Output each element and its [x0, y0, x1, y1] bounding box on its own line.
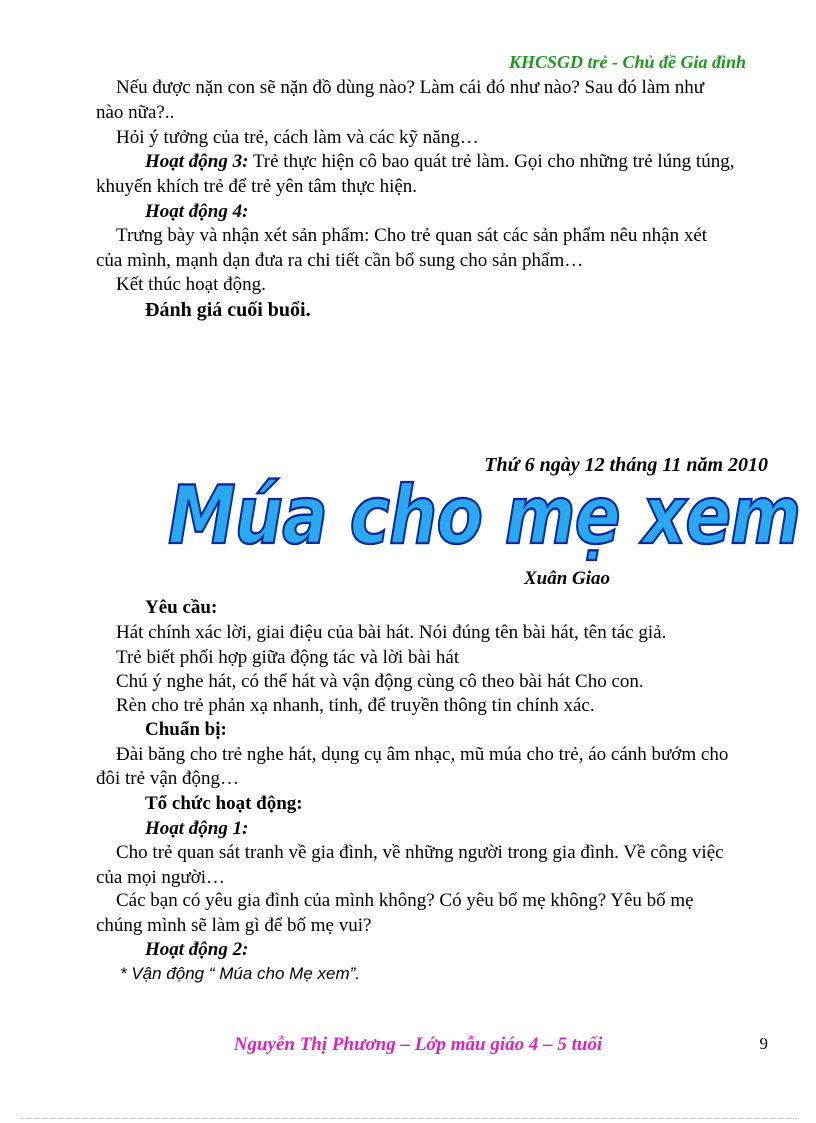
requirement-item: Hát chính xác lời, giai điệu của bài hát. Nói đúng tên bài hát, tên tác giả. — [116, 622, 667, 643]
requirement-item: Chú ý nghe hát, có thể hát và vận động cùng cô theo bài hát Cho con. — [116, 671, 644, 692]
activity-2-label: Hoạt động 2: — [145, 939, 249, 960]
paragraph-line: Hỏi ý tưởng của trẻ, cách làm và các kỹ năng… — [116, 127, 479, 148]
paragraph-line: nào nữa?.. — [96, 102, 175, 123]
requirements-heading: Yêu cầu: — [145, 597, 218, 618]
paragraph-line: Nếu được nặn con sẽ nặn đồ dùng nào? Làm cái đó như nào? Sau đó làm như — [116, 77, 705, 98]
lesson-date: Thứ 6 ngày 12 tháng 11 năm 2010 — [484, 454, 768, 476]
paragraph-line: Cho trẻ quan sát tranh về gia đình, về những người trong gia đình. Về công việc — [116, 842, 724, 863]
activity-3-label: Hoạt động 3: — [145, 151, 249, 172]
paragraph-line: Các bạn có yêu gia đình của mình không? Có yêu bố mẹ không? Yêu bố mẹ — [116, 890, 694, 911]
page-number: 9 — [759, 1034, 768, 1053]
paragraph-line: đôi trẻ vận động… — [96, 768, 240, 789]
activity-2-bullet: * Vận động “ Múa cho Mẹ xem”. — [120, 964, 361, 983]
page-bottom-divider — [20, 1118, 796, 1119]
song-author: Xuân Giao — [524, 568, 611, 589]
preparation-heading: Chuẩn bị: — [145, 719, 227, 740]
paragraph-line: của mình, mạnh dạn đưa ra chi tiết cần bổ sung cho sản phẩm… — [96, 250, 584, 271]
paragraph-line: chúng mình sẽ làm gì để bố mẹ vui? — [96, 915, 372, 936]
activity-3-line — [145, 150, 734, 174]
evaluation-heading: Đánh giá cuối buổi. — [145, 299, 311, 321]
organization-heading: Tổ chức hoạt động: — [145, 793, 303, 814]
paragraph-line: Trưng bày và nhận xét sản phẩm: Cho trẻ quan sát các sản phẩm nêu nhận xét — [116, 225, 708, 246]
paragraph-line: của mọi người… — [96, 867, 226, 888]
paragraph-line: khuyến khích trẻ để trẻ yên tâm thực hiện. — [96, 176, 418, 197]
running-header: KHCSGD trẻ - Chủ đề Gia đình — [508, 52, 746, 72]
activity-1-label: Hoạt động 1: — [145, 818, 249, 839]
paragraph-line: Đài băng cho trẻ nghe hát, dụng cụ âm nhạc, mũ múa cho trẻ, áo cánh bướm cho — [116, 744, 729, 765]
lesson-title-wordart: Múa cho mẹ xem — [168, 470, 801, 564]
page-footer: Nguyễn Thị Phương – Lớp mẫu giáo 4 – 5 tuổi — [233, 1034, 603, 1055]
activity-4-label: Hoạt động 4: — [145, 201, 249, 222]
activity-3-text: Trẻ thực hiện cô bao quát trẻ làm. Gọi cho những trẻ lúng túng, — [248, 151, 735, 172]
requirement-item: Trẻ biết phối hợp giữa động tác và lời bài hát — [116, 647, 460, 668]
paragraph-line: Kết thúc hoạt động. — [116, 274, 266, 295]
requirement-item: Rèn cho trẻ phản xạ nhanh, tinh, để truyền thông tin chính xác. — [116, 695, 595, 716]
